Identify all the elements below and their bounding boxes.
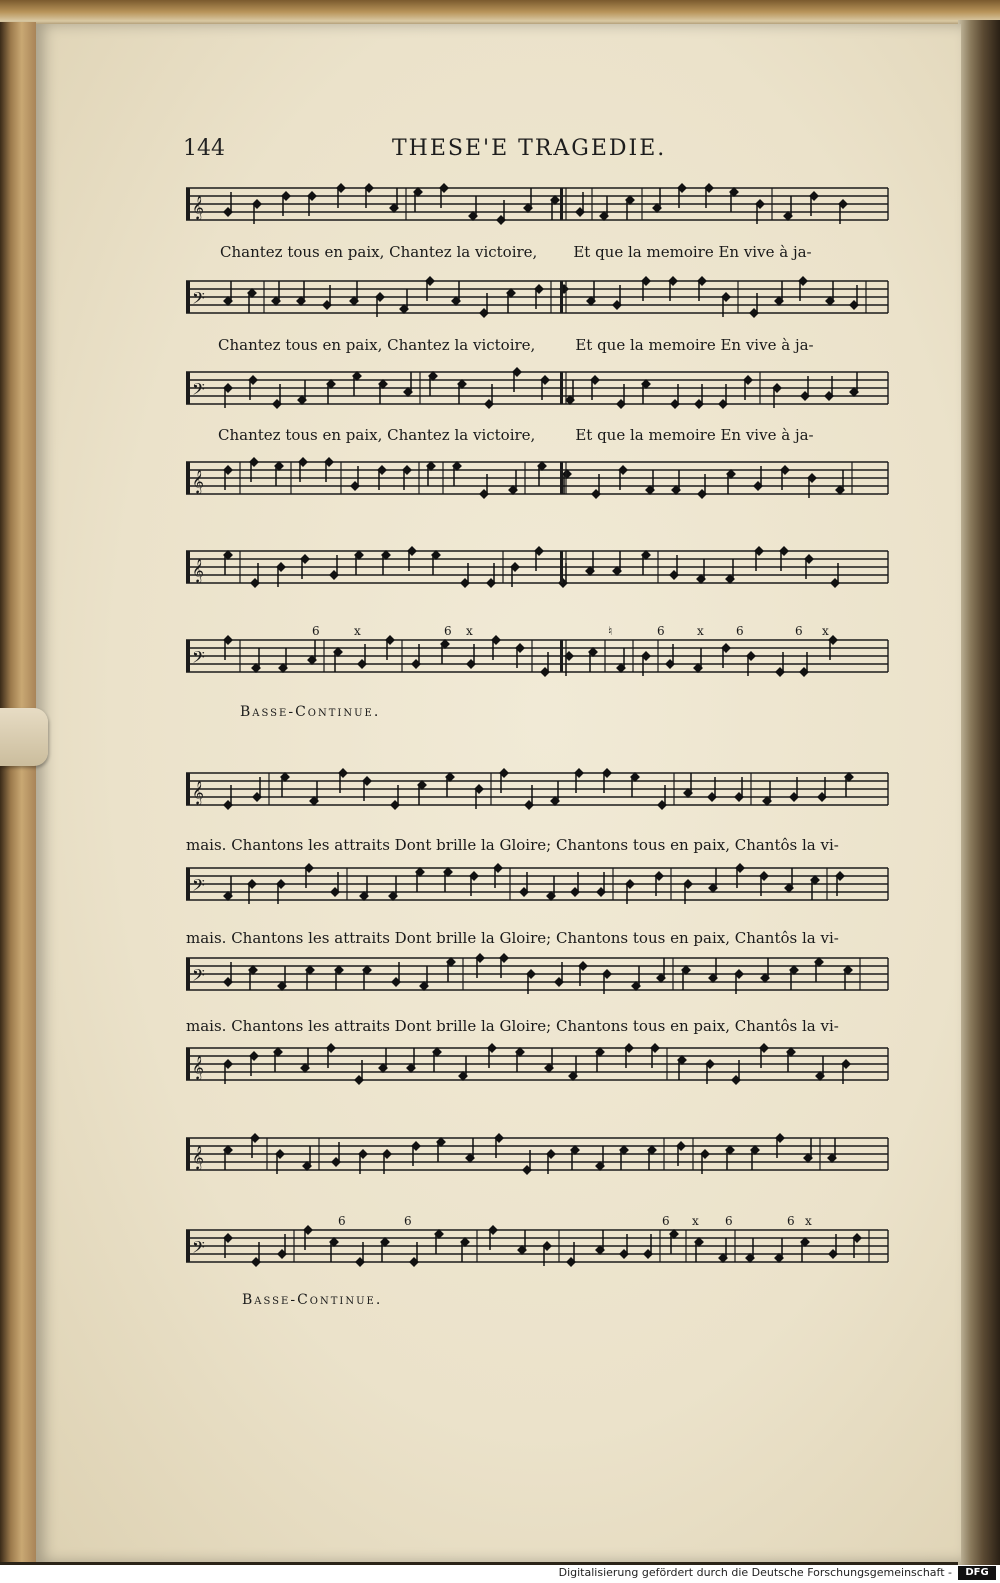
note	[619, 1145, 629, 1170]
figured-bass-figure: 6	[725, 1214, 733, 1228]
figured-bass-figure: x	[466, 624, 473, 638]
note	[378, 379, 388, 404]
clef-icon: 𝄞	[192, 1055, 204, 1079]
clef-icon: 𝄞	[192, 780, 204, 804]
note	[708, 868, 718, 893]
note	[693, 648, 703, 673]
note	[305, 965, 315, 990]
note	[843, 965, 853, 990]
note	[278, 648, 288, 673]
note	[631, 966, 641, 991]
note	[647, 1145, 657, 1170]
note	[570, 1145, 580, 1170]
staff-engraving	[0, 632, 1000, 692]
note	[725, 559, 735, 584]
clef-icon: 𝄢	[192, 288, 205, 312]
note	[677, 1055, 687, 1080]
note	[652, 188, 662, 213]
note	[297, 380, 307, 405]
note	[784, 868, 794, 893]
digitization-footer	[0, 1565, 1000, 1583]
note	[568, 1056, 578, 1081]
note	[586, 281, 596, 306]
note	[745, 1238, 755, 1263]
note	[300, 1048, 310, 1073]
note	[436, 1137, 446, 1162]
note	[789, 965, 799, 990]
note	[803, 1138, 813, 1163]
running-title: THESE'E TRAGEDIE.	[392, 136, 667, 161]
note	[380, 1237, 390, 1262]
note	[815, 1056, 825, 1081]
note	[630, 772, 640, 797]
clef-icon: 𝄞	[192, 195, 204, 219]
note	[783, 196, 793, 221]
figured-bass-figure: 6	[444, 624, 452, 638]
note	[465, 1138, 475, 1163]
note	[844, 772, 854, 797]
note	[296, 281, 306, 306]
note	[434, 1229, 444, 1254]
note	[550, 195, 560, 220]
note	[786, 1047, 796, 1072]
note	[810, 875, 820, 900]
note	[426, 461, 436, 486]
clef-icon: 𝄢	[192, 875, 205, 899]
figured-bass-figure: 6	[657, 624, 665, 638]
note	[280, 772, 290, 797]
note	[223, 281, 233, 306]
figured-bass-figure: x	[697, 624, 704, 638]
figured-bass-figure: 6	[787, 1214, 795, 1228]
note	[273, 1047, 283, 1072]
staff-engraving	[0, 1130, 1000, 1190]
note	[645, 470, 655, 495]
note	[725, 1145, 735, 1170]
staff-engraving	[0, 364, 1000, 424]
note	[458, 1056, 468, 1081]
note	[354, 550, 364, 575]
note	[616, 648, 626, 673]
clef-icon: 𝄢	[192, 1237, 205, 1261]
lyric-line-voice-1: Chantez tous en paix, Chantez la victoire, Et que la memoire En vive à ja-	[220, 243, 812, 261]
note	[595, 1146, 605, 1171]
figured-bass-figure: 6	[404, 1214, 412, 1228]
dfg-logo: DFG	[958, 1566, 996, 1580]
note	[726, 469, 736, 494]
note	[223, 1145, 233, 1170]
note	[277, 966, 287, 991]
note	[326, 379, 336, 404]
bookmark-ribbon	[0, 708, 48, 766]
figured-bass-figure: 6	[736, 624, 744, 638]
note	[445, 772, 455, 797]
note	[333, 647, 343, 672]
note	[309, 781, 319, 806]
note	[302, 1146, 312, 1171]
note	[440, 639, 450, 664]
note	[381, 550, 391, 575]
note	[612, 551, 622, 576]
note	[362, 965, 372, 990]
figured-bass-figure: 6	[795, 624, 803, 638]
staff-engraving	[0, 765, 1000, 825]
note	[546, 876, 556, 901]
basso-continuo-label: Basse-Continue.	[240, 704, 381, 720]
note	[443, 867, 453, 892]
figured-bass-figure: 6	[312, 624, 320, 638]
note	[683, 773, 693, 798]
note	[359, 876, 369, 901]
lyric-line-voice-3: mais. Chantons les attraits Dont brille la Gloire; Chantons tous en paix, Chantôs la vi-	[186, 1017, 839, 1035]
note	[223, 550, 233, 575]
figured-bass-figure: 6	[662, 1214, 670, 1228]
figured-bass-figure: x	[692, 1214, 699, 1228]
note	[669, 1229, 679, 1254]
note	[595, 1047, 605, 1072]
clef-icon: 𝄢	[192, 647, 205, 671]
note	[762, 781, 772, 806]
note	[432, 1047, 442, 1072]
note	[537, 461, 547, 486]
staff-engraving	[0, 860, 1000, 920]
figured-bass-figure: ♮	[608, 624, 613, 638]
note	[329, 1237, 339, 1262]
note	[417, 780, 427, 805]
note	[271, 281, 281, 306]
note	[415, 867, 425, 892]
note	[656, 958, 666, 983]
clef-icon: 𝄢	[192, 965, 205, 989]
note	[774, 281, 784, 306]
note	[419, 966, 429, 991]
staff-engraving	[0, 454, 1000, 514]
note	[388, 876, 398, 901]
note	[247, 288, 257, 313]
staff-engraving	[0, 1222, 1000, 1282]
note	[760, 958, 770, 983]
figured-bass-figure: x	[354, 624, 361, 638]
note	[718, 1238, 728, 1263]
note	[403, 372, 413, 397]
note	[515, 1047, 525, 1072]
note	[223, 876, 233, 901]
funding-credit: Digitalisierung gefördert durch die Deutsche Forschungsgemeinschaft -	[558, 1566, 952, 1579]
note	[671, 470, 681, 495]
note	[389, 188, 399, 213]
note	[825, 281, 835, 306]
note	[694, 1237, 704, 1262]
staff-engraving	[0, 1040, 1000, 1100]
note	[641, 550, 651, 575]
note	[508, 470, 518, 495]
clef-icon: 𝄞	[192, 469, 204, 493]
note	[595, 1230, 605, 1255]
note	[562, 469, 572, 494]
note	[827, 1138, 837, 1163]
lyric-line-voice-2: Chantez tous en paix, Chantez la victoire, Et que la memoire En vive à ja-	[218, 336, 814, 354]
note	[431, 550, 441, 575]
note	[750, 1145, 760, 1170]
note	[334, 965, 344, 990]
note	[814, 957, 824, 982]
note	[774, 1238, 784, 1263]
figured-bass-figure: 6	[338, 1214, 346, 1228]
note	[517, 1230, 527, 1255]
note	[451, 281, 461, 306]
note	[588, 647, 598, 672]
note	[696, 559, 706, 584]
note	[307, 640, 317, 665]
note	[625, 195, 635, 220]
note	[248, 965, 258, 990]
page-header	[0, 136, 1000, 166]
note	[800, 1237, 810, 1262]
note	[352, 371, 362, 396]
note	[544, 1048, 554, 1073]
staff-engraving	[0, 180, 1000, 240]
note	[274, 461, 284, 486]
note	[835, 470, 845, 495]
lyric-line-voice-2: mais. Chantons les attraits Dont brille la Gloire; Chantons tous en paix, Chantôs la vi-	[186, 929, 839, 947]
note	[641, 379, 651, 404]
note	[428, 371, 438, 396]
note	[457, 379, 467, 404]
note	[468, 196, 478, 221]
note	[506, 288, 516, 313]
note	[729, 187, 739, 212]
note	[251, 648, 261, 673]
clef-icon: 𝄞	[192, 1145, 204, 1169]
note	[460, 1237, 470, 1262]
staff-engraving	[0, 273, 1000, 333]
note	[599, 196, 609, 221]
basso-continuo-label: Basse-Continue.	[242, 1292, 383, 1308]
staff-engraving	[0, 950, 1000, 1010]
note	[849, 372, 859, 397]
note	[446, 957, 456, 982]
note	[399, 289, 409, 314]
note	[378, 1048, 388, 1073]
note	[708, 958, 718, 983]
figured-bass-figure: x	[805, 1214, 812, 1228]
page-number: 144	[183, 136, 225, 161]
note	[452, 461, 462, 486]
note	[413, 187, 423, 212]
clef-icon: 𝄞	[192, 558, 204, 582]
note	[550, 781, 560, 806]
note	[406, 1048, 416, 1073]
figured-bass-figure: x	[822, 624, 829, 638]
lyric-line-voice-3: Chantez tous en paix, Chantez la victoire, Et que la memoire En vive à ja-	[218, 426, 814, 444]
note	[523, 188, 533, 213]
clef-icon: 𝄢	[192, 379, 205, 403]
note	[349, 281, 359, 306]
note	[585, 551, 595, 576]
staff-engraving	[0, 543, 1000, 603]
lyric-line-voice-1: mais. Chantons les attraits Dont brille la Gloire; Chantons tous en paix, Chantôs la vi-	[186, 836, 839, 854]
note	[681, 965, 691, 990]
